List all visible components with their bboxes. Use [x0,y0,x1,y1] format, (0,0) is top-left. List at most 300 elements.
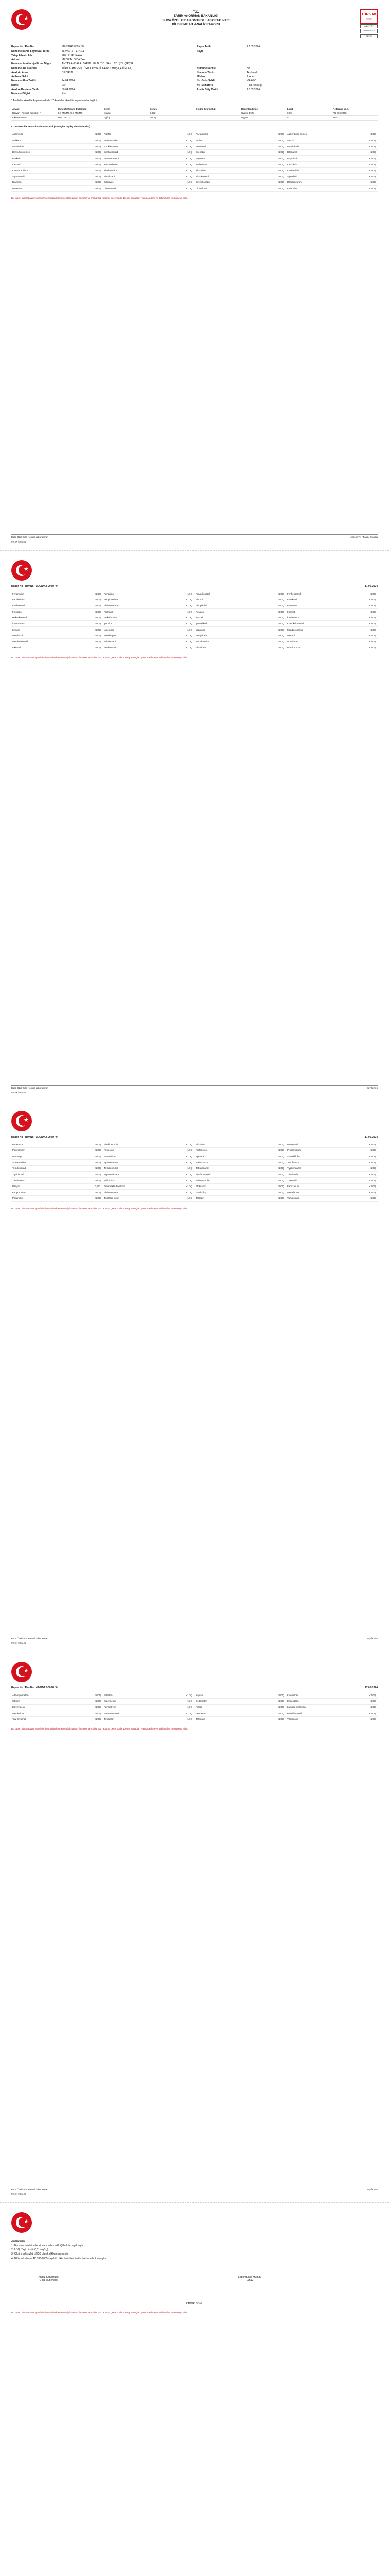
analyte-name: Teflubenzuron [103,1166,185,1172]
analyte-result: <LOQ [277,597,286,603]
analyte-result: <LOQ [277,162,286,168]
table-row [11,111,378,116]
info-value: 14255 / 30.04.2024 [62,49,84,53]
analyte-name: Bentiavalikarb [103,150,185,156]
analyte-name: Spirodiklofen [286,1154,368,1160]
info-value: BİLDİRİM [62,71,73,74]
report-number: Rapor No / Rev.No: MEGIDA2-000X / 0 [11,1136,58,1139]
analyte-name: Simoksanil [103,174,185,180]
analyte-result: <LOQ [94,1142,103,1148]
analyte-name: Spiromesifen [11,1160,94,1166]
analyte-result: <LOQ [277,1166,286,1172]
analyte-result: <LOQ [94,633,103,639]
analyte-name: İndoksakarb [11,621,94,627]
analyte-result: <LOQ [185,1710,194,1717]
info-label: Numune Türü [197,71,214,74]
turkak-badge [360,9,378,38]
turkak-code: 14255/04/2024 [360,29,378,33]
info-value [247,54,378,57]
analyte-name: Fenheksamid [286,591,368,597]
warning-text: Bu rapor, laboratuvarın yazılı izni olmadan kısmen çoğaltılamaz. İmzasız ve mühürsüz raporlar geçersizdir. Deney sonuçları yalnızca deneye tabi tutulan numuneye aittir. [11,1207,188,1210]
analyte-name: Pirimifos-metil [286,1710,368,1717]
analyte-name: Parathion-metil [103,1710,185,1717]
footer-lab-name: Buca Özel Gıda Kontrol Laboratuvarı [11,2188,48,2191]
report-page-5 [0,2203,389,2576]
info-value [247,92,378,95]
analyte-name: Klorfenvinfos [103,168,185,174]
analyte-name: Novaluron [286,639,368,645]
analyte-name: Atrazin [286,138,368,144]
analyte-name: Klotiyanidin [286,168,368,174]
table-row [11,116,378,121]
info-label: Analiz Bitiş Tarihi [197,88,218,91]
analyte-result: <LOQ [277,1160,286,1166]
analyte-name: Pimetrozin [11,1142,94,1148]
info-value: Var [62,83,66,87]
analyte-result: <LOQ [185,633,194,639]
analyte-name: Metalaksil [11,633,94,639]
warning-text: Bu rapor, laboratuvarın yazılı izni olmadan kısmen çoğaltılamaz. İmzasız ve mühürsüz raporlar geçersizdir. Deney sonuçları yalnızca deneye tabi tutulan numuneye aittir. [11,197,188,200]
column-header: Birim [103,107,149,111]
analyte-name: Karbendazim [103,162,185,168]
analyte-name: Prosimidon [103,1154,185,1160]
analyte-result: <LOQ [368,1196,378,1202]
signer-name: Laboratuvar Müdürü [238,2275,262,2279]
accreditation-note: * Analizler akredite kapsamındadır. ** Analizler akredite kapsamında değildir. [11,99,98,103]
table-cell: <LOQ [149,116,194,121]
info-label: Numune Kabul Kayıt No / Tarihi [11,49,50,53]
analyte-result: <LOQ [94,609,103,615]
warning-text: Bu rapor, laboratuvarın yazılı izni olmadan kısmen çoğaltılamaz. İmzasız ve mühürsüz raporlar geçersizdir. Deney sonuçları yalnızca deneye tabi tutulan numuneye aittir. [11,2311,188,2314]
footer-contact: Adres / Tel / Faks / E-posta [350,536,378,539]
analyte-result: <LOQ [368,1160,378,1166]
analyte-name: Triadimefon [286,1172,368,1178]
analyte-result: <LOQ [277,132,286,138]
analyte-name: Bupirimat [194,156,277,162]
analyte-result: <LOQ [94,162,103,168]
analyte-name: Alfa-sipermetrin [11,1692,94,1699]
page-header [11,1136,378,1139]
analyte-result: <LOQ [94,186,103,192]
analyte-name: Buprofezin [286,156,368,162]
analyte-name: Monokrotofos [194,639,277,645]
report-page-2 [0,551,389,1101]
analyte-result: <LOQ [368,162,378,168]
analyte-result: <LOQ [185,174,194,180]
pesticide-grid [11,591,378,651]
analyte-name: Siprodinil [286,174,368,180]
analyte-result: <LOQ [185,1717,194,1723]
analyte-name: Propikonazol [286,645,368,651]
analyte-result: <LOQ [277,168,286,174]
header-line: T.C. [193,11,199,14]
analyte-result: <LOQ [94,156,103,162]
analyte-name: Prokloraz [103,1148,185,1154]
analyte-result: <LOQ [368,1184,378,1190]
analyte-name: Siyazofamid [11,174,94,180]
analyte-name: Malatiyon [194,627,277,633]
analyte-name: Diazinon [11,180,94,186]
analyte-name: Siprokonazol [194,174,277,180]
info-label: Analize Başlama Tarihi [11,88,40,91]
analyte-result: <LOQ [277,1190,286,1196]
analyte-name: Asefat [103,132,185,138]
signer [11,2276,176,2282]
analyte-result: <LOQ [277,174,286,180]
analyte-name: Triklopir [194,1196,277,1202]
info-label: Nu. Geliş Şekli [197,79,215,83]
analyte-name: Endosülfan [286,1699,368,1705]
analyte-name: Triadimenol [11,1178,94,1184]
analyte-name: Haloksifop [194,1190,277,1196]
analyte-result: <LOQ [185,1190,194,1196]
analyte-result: <LOQ [277,1184,286,1190]
analyte-result: <LOQ [368,597,378,603]
analyte-name: Karboksin [286,162,368,168]
analyte-result: <LOQ [277,1142,286,1148]
warning-text: Bu rapor, laboratuvarın yazılı izni olmadan kısmen çoğaltılamaz. İmzasız ve mühürsüz raporlar geçersizdir. Deney sonuçları yalnızca deneye tabi tutulan numuneye aittir. [11,1727,188,1731]
analyte-result: <LOQ [368,1692,378,1699]
comment-line: 4- Biltiyon kalıntısı AB 396/2005 sayılı tüzükte belirtilen limitin üzerinde bulunmuştur. [11,2257,107,2260]
analyte-name: Difenokonazol [194,180,277,186]
analyte-result: <LOQ [277,144,286,150]
analyte-result: <LOQ [277,1178,286,1184]
info-value: 83 [247,66,250,70]
analyte-result: <LOQ [368,1705,378,1711]
analyte-name: Metidatiyon [103,633,185,639]
analyte-name: Dimetoat [11,186,94,192]
turkak-name: TÜRKAK [361,13,377,17]
info-value: 17.05.2024 [247,45,260,49]
analyte-name: Tebukonazol [194,1160,277,1166]
analyte-result: <LOQ [368,1717,378,1723]
analyte-name: Bendiokarb [286,144,368,150]
analyte-name: Propamokarb [286,1148,368,1154]
analyte-name: İprodion [103,621,185,627]
info-label [197,58,243,61]
analyte-name: Kaptan [194,1692,277,1699]
analyte-result: <LOQ [277,1717,286,1723]
analyte-name: Fipronil [194,597,277,603]
analyte-name: Miklobutanil [103,639,185,645]
analyte-name: Diklorvos [103,180,185,186]
signature-block [11,2276,378,2282]
analyte-result: <LOQ [185,1184,194,1190]
analyte-result: <LOQ [368,1178,378,1184]
analyte-name: Tetrakonazol [194,1166,277,1172]
analyte-name: Sipermetrin [103,1699,185,1705]
analyte-name: Tiyametoksam [103,1172,185,1178]
analyte-result: <LOQ [185,168,194,174]
column-header: Referans Yön. [332,107,378,111]
analyte-result: <LOQ [94,138,103,144]
analyte-result: <LOQ [185,639,194,645]
info-value: 1 Adet [247,75,255,79]
analyte-name: Azoksistrobin [103,144,185,150]
column-header: Değerlendirme [240,107,286,111]
analyte-name: Dimetomorf [103,186,185,192]
analyte-result: <LOQ [185,627,194,633]
analyte-name: Bifentrin [103,1692,185,1699]
analyte-name: Dinotefuran [194,186,277,192]
table-cell: Biltiyon (Pestisit Kalıntısı) * [11,111,57,116]
analyte-result: <LOQ [368,144,378,150]
analyte-name: Benalaksil [194,144,277,150]
analyte-result: <LOQ [185,597,194,603]
analyte-result: <LOQ [277,633,286,639]
info-value: 24.04.2024 [62,79,75,83]
analyte-result: <LOQ [277,150,286,156]
analyte-name: Tiyabendazol [286,1166,368,1172]
analyte-result: <LOQ [185,1166,194,1172]
analyte-name: Fluopikolid [194,603,277,609]
analyte-name: Asibenzolar-S-metil [286,132,368,138]
analyte-result: <LOQ [368,1172,378,1178]
analyte-name: Pirimikarb [194,645,277,651]
analyte-result: <LOQ [185,144,194,150]
analyte-result: <LOQ [94,1154,103,1160]
analyte-result: <LOQ [368,150,378,156]
analyte-result: <LOQ [277,603,286,609]
analyte-name: İprovalikarb [194,621,277,627]
analyte-name: Flusilazol [11,609,94,615]
analyte-name: Linuron [11,627,94,633]
analyte-name: Flufenasetam [103,1190,185,1196]
header-line: BİLDİRİME AİT ANALİZ RAPORU [172,23,220,26]
analyte-name: Fosmet [286,609,368,615]
analyte-result: <LOQ [185,603,194,609]
analyte-name: Metrafenon [286,1190,368,1196]
analyte-result: <LOQ [185,138,194,144]
analyte-result: <LOQ [94,1705,103,1711]
analyte-name: Klorotalonil [286,1692,368,1699]
analyte-result: <LOQ [368,591,378,597]
analyte-result: <LOQ [94,1148,103,1154]
analyte-name: Piriproksifen [11,1148,94,1154]
analyte-result: <LOQ [277,138,286,144]
analyte-name: Heksitiazoks [103,615,185,621]
footer-lab-name: Buca Özel Gıda Kontrol Laboratuvarı [11,1087,48,1090]
ministry-logo-icon: ★ [11,2212,32,2233]
comment-line: 1- Numune analizi laboratuvara kabul edildiği hali ile yapılmıştır. [11,2244,84,2247]
info-value: 30.04.2024 [62,88,75,91]
analyte-name: Amitraz [194,138,277,144]
analyte-result: <LOQ [185,132,194,138]
analyte-name: Penkonazol [103,645,185,651]
analyte-name: Metiyokarb [194,633,277,639]
analyte-result: <LOQ [185,615,194,621]
analyte-result: <LOQ [277,645,286,651]
analyte-result: <LOQ [94,627,103,633]
comments-title: Açıklamalar [11,2240,25,2243]
column-header: Metot/Referans Doküman [57,107,103,111]
analyte-result: <LOQ [368,1166,378,1172]
analyte-name: Siflutrin [11,1699,94,1705]
analyte-result: <LOQ [277,615,286,621]
analyte-name: Fenpiroksimat [103,597,185,603]
page-number: Sayfa 3 / 6 [367,1637,378,1640]
analyte-name: Permetrin [194,1710,277,1717]
analyte-name: Fenpropatrin [11,1190,94,1196]
analyte-name: Trifluralin [194,1717,277,1723]
info-value: 16.05.2024 [247,88,260,91]
header-line: TARIM ve ORMAN BAKANLIĞI [173,15,219,18]
info-label: Sayfa [197,49,204,53]
table-cell: 5 [286,116,332,121]
document-id: FR.0X / Rev.01 [11,1641,26,1645]
analyte-result: <LOQ [368,186,378,192]
analyte-result: <LOQ [277,1148,286,1154]
analyte-result: <LOQ [368,1699,378,1705]
analyte-name: Aldikarb [11,138,94,144]
table-cell: HPLC-FLD [57,116,103,121]
analyte-result: <LOQ [185,180,194,186]
analyte-result: <LOQ [185,591,194,597]
analyte-result: <LOQ [185,1142,194,1148]
signer-title: Onay [246,2279,253,2282]
info-label: Numune Bilgisi [11,92,30,96]
table-cell [194,116,240,121]
analyte-name: Piraklostrobin [103,1142,185,1148]
analyte-result: <LOQ [185,621,194,627]
header-title [32,9,360,27]
analyte-result: <LOQ [368,639,378,645]
analyte-result: <LOQ [94,1172,103,1178]
comment-line: 3- Ölçüm belirsizliği ±%50 olarak dikkate alınmıştır. [11,2252,69,2256]
analyte-name: Fluopiram [286,603,368,609]
analyte-result: <LOQ [94,603,103,609]
analyte-result: <LOQ [277,1692,286,1699]
analyte-name: Esfenvalerat [11,1705,94,1711]
analyte-name: Flonikamid [286,597,368,603]
signer-name: Analiz Sorumlusu [38,2275,59,2279]
analyte-name: Oksamil [11,645,94,651]
analyte-name: Bromukonazol [103,156,185,162]
analyte-name: Deltametrin [194,1699,277,1705]
analyte-name: Flutriafol [103,609,185,615]
analyte-name: Fenitrotiyon [103,1705,185,1711]
analyte-result: <LOQ [185,150,194,156]
analyte-result: <LOQ [94,1692,103,1699]
ministry-logo-icon: ★ [11,9,32,30]
analyte-name: Mandipropamid [286,627,368,633]
analyte-name: Spinosad [194,1154,277,1160]
section-title: LC-MS/MS ile Pestisit Kalıntı Analizi (Sonuçlar mg/kg cinsindendir.) [11,125,90,128]
analyte-name: Pirimetanil [286,1142,368,1148]
analyte-result: <LOQ [277,639,286,645]
analyte-result: <LOQ [94,639,103,645]
analyte-result: <LOQ [94,615,103,621]
report-info [11,45,378,95]
analyte-result: <LOQ [277,180,286,186]
analyte-name: Metomil [286,633,368,639]
warning-text: Bu rapor, laboratuvarın yazılı izni olmadan kısmen çoğaltılamaz. İmzasız ve mühürsüz raporlar geçersizdir. Deney sonuçları yalnızca deneye tabi tutulan numuneye aittir. [11,656,188,659]
analyte-result: <LOQ [94,1190,103,1196]
analyte-result: <LOQ [94,1196,103,1202]
table-cell: AB 396/2005 [332,111,378,116]
header-line: BUCA ÖZEL GIDA KONTROL LABORATUVARI [162,19,230,22]
info-label: Numune Adı / Partisi [11,66,37,70]
analyte-name: Azadiraktin [11,144,94,150]
report-end: RAPOR SONU [186,2302,203,2306]
table-header-row [11,107,378,111]
table-cell: Uygun Değil [240,111,286,116]
analyte-name: Fenamidon [11,591,94,597]
analyte-result: <LOQ [185,1154,194,1160]
info-value: Ambalajlı [247,71,258,74]
table-cell: mg/kg [103,111,149,116]
info-value [247,50,378,53]
analyte-name: Pirifenoks [11,1196,94,1202]
info-label: Analizin Amacı [11,71,30,74]
analyte-name: Piridaben [194,1142,277,1148]
page-number: Sayfa 2 / 6 [367,1087,378,1090]
page-footer [11,1085,378,1094]
analyte-name: Tiyofanat-metil [194,1172,277,1178]
table-cell: LC-MS/MS-GC-MS/MS [57,111,103,116]
info-value: KARGO [247,79,257,83]
analyte-name: Lambda-sihalotrin [286,1705,368,1711]
page-footer [11,534,378,543]
analyte-name: İmazalil [194,615,277,621]
analyte-result: <LOQ [94,174,103,180]
analyte-result: <LOQ [277,591,286,597]
info-label: Ambalaj Şekli [11,75,28,79]
analyte-name: İmidakloprid [286,615,368,621]
info-label: Nu. Muhafaza [197,83,214,87]
results-table [11,107,378,121]
analyte-result: <LOQ [94,1178,103,1184]
document-id: FR.0X / Rev.01 [11,2192,26,2195]
info-value: Oda Sıcaklığı [247,83,263,87]
info-label: Rapor Tarihi [197,45,212,49]
analyte-result: <LOQ [94,1710,103,1717]
analyte-name: Tolklofos-metil [103,1196,185,1202]
report-page-4 [0,1652,389,2203]
analyte-result: <LOQ [94,591,103,597]
analyte-result: <LOQ [277,1699,286,1705]
analyte-name: Klorpirifos [194,168,277,174]
analyte-name: Zoksamid [286,1178,368,1184]
pesticide-grid [11,1142,378,1201]
analyte-result: <LOQ [368,132,378,138]
info-value [247,58,378,61]
analyte-result: <LOQ [185,1148,194,1154]
analyte-result: <LOQ [368,603,378,609]
analyte-name: Krezoksim-metil [286,621,368,627]
analyte-result: <LOQ [368,615,378,621]
info-value: MEDİKAL GIDA BAK. [62,58,86,62]
analyte-name: Abamektin [11,132,94,138]
analyte-result: <LOQ [368,1710,378,1717]
analyte-result: <LOQ [277,156,286,162]
analyte-result: <LOQ [368,168,378,174]
analyte-result: <LOQ [185,1160,194,1166]
analyte-name: Boskalid [11,156,94,162]
page-footer [11,2187,378,2195]
analyte-result: <LOQ [368,1190,378,1196]
pesticide-grid [11,1692,378,1722]
analyte-name: Diflubenzuron [286,180,368,186]
analyte-name: Lufenuron [103,627,185,633]
analyte-result: <LOQ [368,1142,378,1148]
turkak-code: AB-0177-T [360,24,378,28]
analyte-name: Tiyakloprid [11,1172,94,1178]
table-cell: TGK [332,116,378,121]
analyte-name: Vinklozolin [286,1717,368,1723]
analyte-name: Spirotetramat [103,1160,185,1166]
analyte-result: <LOQ [94,1166,103,1172]
